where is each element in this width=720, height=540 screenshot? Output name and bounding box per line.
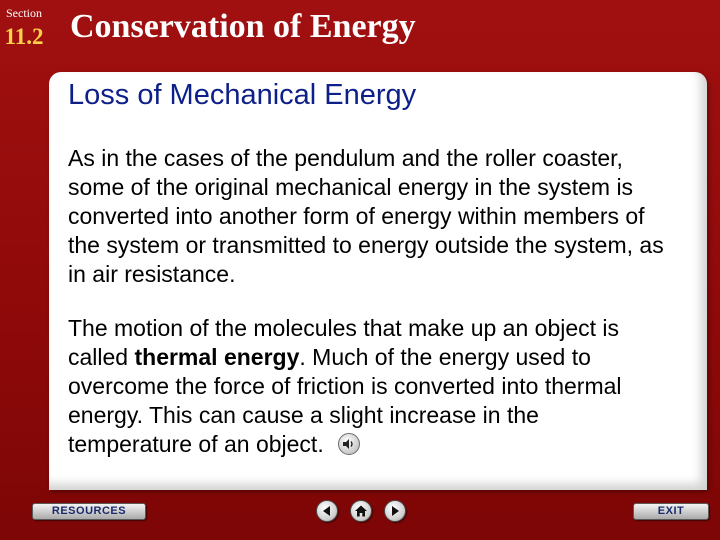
slide-heading: Loss of Mechanical Energy	[68, 79, 417, 111]
chapter-title: Conservation of Energy	[70, 8, 416, 45]
next-arrow-icon[interactable]	[384, 500, 406, 522]
previous-arrow-icon[interactable]	[316, 500, 338, 522]
paragraph-thermal-energy	[68, 314, 668, 459]
paragraph-mechanical-energy: As in the cases of the pendulum and the roller coaster, some of the original mechanical energy in the system is converted into another form of energy within members of the system or transmitted to energy outside the system, as in air resistance.	[68, 145, 664, 287]
speaker-icon[interactable]	[338, 433, 360, 455]
navigation-footer	[0, 490, 720, 540]
slide-header	[0, 0, 720, 62]
home-icon[interactable]	[350, 500, 372, 522]
paragraph-text-end: . Much of the energy used to overcome the force of friction is converted into thermal energy. This can cause a slight increase in the temperature of an object.	[68, 344, 622, 457]
exit-button[interactable]: EXIT	[633, 503, 709, 520]
paragraph-text-start: The motion of the molecules that make up an object is called	[68, 315, 620, 370]
resources-button[interactable]: RESOURCES	[32, 503, 146, 520]
section-label: Section	[6, 6, 42, 20]
section-number: 11.2	[4, 24, 44, 49]
term-thermal-energy: thermal energy	[134, 344, 300, 370]
